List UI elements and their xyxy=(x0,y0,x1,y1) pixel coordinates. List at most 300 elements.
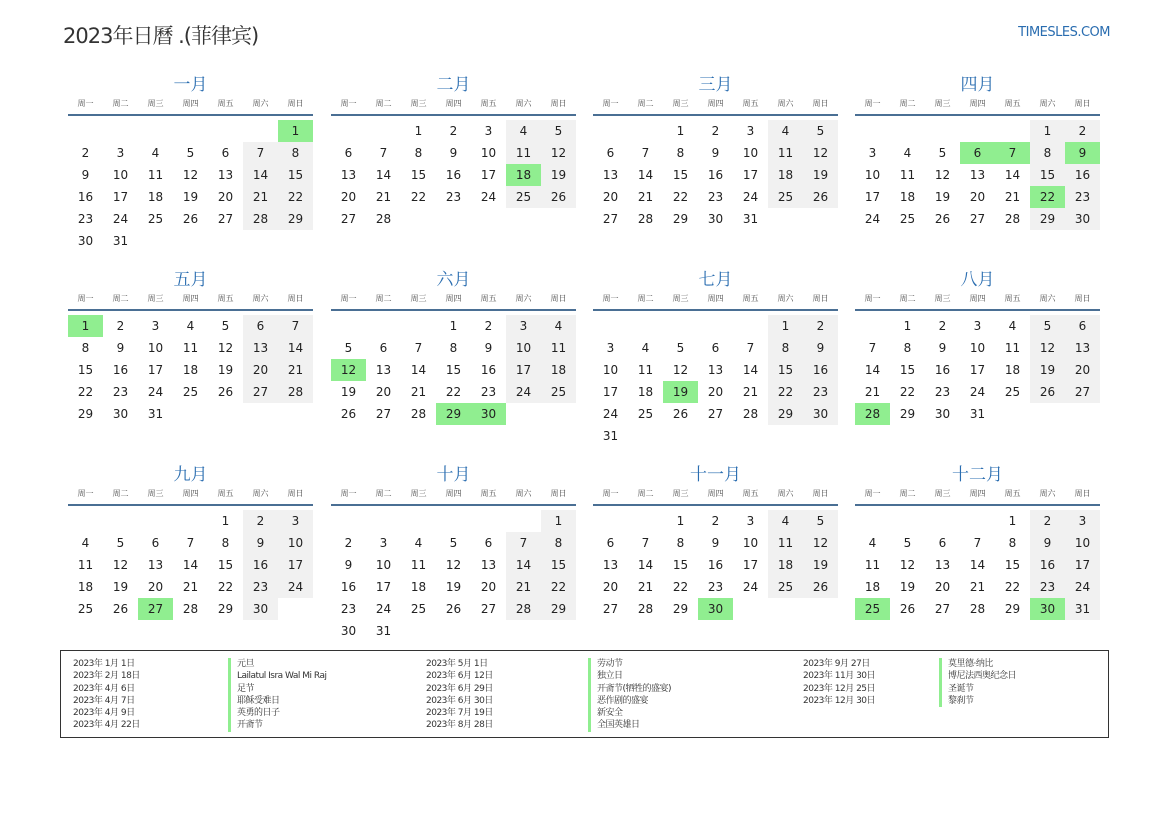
weekday-label: 周三 xyxy=(934,489,951,498)
day-cell: 3 xyxy=(506,315,541,337)
day-grid xyxy=(855,120,1100,230)
month-title: 九月 xyxy=(173,465,208,485)
weekday-label: 周日 xyxy=(812,99,829,108)
day-cell: 2 xyxy=(711,514,720,528)
day-grid xyxy=(68,315,313,425)
month-calendar xyxy=(68,267,313,425)
day-cell: 14 xyxy=(969,558,986,572)
holiday-date: 2023年 5月 1日 xyxy=(426,659,488,669)
day-cell: 2 xyxy=(711,124,720,138)
day-cell: 18 xyxy=(77,580,94,594)
day-cell: 10 xyxy=(602,363,619,377)
day-cell: 10 xyxy=(506,337,541,359)
weekday-header xyxy=(68,488,313,506)
month-calendar xyxy=(68,462,313,620)
day-cell: 10 xyxy=(742,536,759,550)
day-grid xyxy=(855,510,1100,620)
weekday-header xyxy=(855,293,1100,311)
day-cell: 15 xyxy=(899,363,916,377)
day-cell: 6 xyxy=(243,315,278,337)
day-cell: 29 xyxy=(899,407,916,421)
day-cell: 3 xyxy=(484,124,493,138)
day-cell: 14 xyxy=(410,363,427,377)
day-cell: 18 xyxy=(147,190,164,204)
empty-cell xyxy=(925,120,960,142)
weekday-label: 周日 xyxy=(550,294,567,303)
day-cell: 17 xyxy=(742,558,759,572)
day-cell: 1 xyxy=(1008,514,1017,528)
weekday-label: 周二 xyxy=(112,489,129,498)
day-cell: 7 xyxy=(379,146,388,160)
day-cell: 12 xyxy=(541,142,576,164)
day-cell: 23 xyxy=(803,381,838,403)
month-calendar xyxy=(593,267,838,447)
empty-cell xyxy=(855,315,890,337)
weekday-label: 周日 xyxy=(287,294,304,303)
day-cell: 16 xyxy=(480,363,497,377)
day-cell: 2 xyxy=(116,319,125,333)
day-cell: 19 xyxy=(541,164,576,186)
brand-link[interactable]: TIMESLES.COM xyxy=(1018,25,1110,40)
weekday-label: 周一 xyxy=(864,294,881,303)
day-cell: 5 xyxy=(449,536,458,550)
day-cell: 31 xyxy=(1065,598,1100,620)
legend-names-column xyxy=(939,658,1016,707)
day-cell: 24 xyxy=(864,212,881,226)
day-cell: 10 xyxy=(480,146,497,160)
day-cell: 3 xyxy=(973,319,982,333)
day-cell: 4 xyxy=(151,146,160,160)
day-cell: 14 xyxy=(637,168,654,182)
holiday-day-cell: 25 xyxy=(855,598,890,620)
day-cell: 8 xyxy=(449,341,458,355)
day-cell: 4 xyxy=(641,341,650,355)
weekday-label: 周三 xyxy=(410,294,427,303)
holiday-day-cell: 22 xyxy=(1030,186,1065,208)
empty-cell xyxy=(208,120,243,142)
day-cell: 2 xyxy=(344,536,353,550)
weekday-label: 周二 xyxy=(112,99,129,108)
day-cell: 3 xyxy=(746,514,755,528)
day-cell: 18 xyxy=(410,580,427,594)
weekday-label: 周五 xyxy=(1004,489,1021,498)
weekday-label: 周六 xyxy=(515,489,532,498)
day-cell: 30 xyxy=(77,234,94,248)
day-cell: 2 xyxy=(484,319,493,333)
weekday-label: 周四 xyxy=(707,489,724,498)
day-cell: 20 xyxy=(480,580,497,594)
day-cell: 5 xyxy=(116,536,125,550)
weekday-label: 周二 xyxy=(375,489,392,498)
day-cell: 14 xyxy=(506,554,541,576)
day-cell: 11 xyxy=(768,142,803,164)
weekday-label: 周一 xyxy=(77,294,94,303)
day-cell: 29 xyxy=(278,208,313,230)
day-cell: 25 xyxy=(1004,385,1021,399)
day-cell: 10 xyxy=(112,168,129,182)
month-calendar xyxy=(855,72,1100,230)
day-cell: 21 xyxy=(637,190,654,204)
weekday-label: 周日 xyxy=(550,489,567,498)
day-cell: 19 xyxy=(112,580,129,594)
day-cell: 7 xyxy=(641,536,650,550)
weekday-label: 周三 xyxy=(934,294,951,303)
weekday-label: 周二 xyxy=(899,489,916,498)
day-cell: 9 xyxy=(711,536,720,550)
day-cell: 10 xyxy=(375,558,392,572)
holiday-name: 恶作剧的盛宴 xyxy=(588,695,671,707)
day-cell: 28 xyxy=(969,602,986,616)
day-cell: 6 xyxy=(484,536,493,550)
day-cell: 12 xyxy=(803,532,838,554)
holiday-name: 英勇的日子 xyxy=(228,707,326,719)
day-cell: 11 xyxy=(410,558,427,572)
day-cell: 8 xyxy=(1008,536,1017,550)
day-cell: 21 xyxy=(375,190,392,204)
day-cell: 1 xyxy=(449,319,458,333)
day-grid xyxy=(593,315,838,447)
day-cell: 23 xyxy=(243,576,278,598)
weekday-label: 周日 xyxy=(550,99,567,108)
day-cell: 4 xyxy=(868,536,877,550)
day-cell: 23 xyxy=(112,385,129,399)
day-cell: 24 xyxy=(147,385,164,399)
day-cell: 30 xyxy=(243,598,278,620)
day-cell: 11 xyxy=(506,142,541,164)
day-cell: 5 xyxy=(676,341,685,355)
weekday-label: 周一 xyxy=(340,489,357,498)
month-title: 七月 xyxy=(698,270,733,290)
day-cell: 15 xyxy=(541,554,576,576)
day-cell: 22 xyxy=(768,381,803,403)
day-cell: 22 xyxy=(77,385,94,399)
day-cell: 28 xyxy=(637,212,654,226)
day-cell: 21 xyxy=(637,580,654,594)
day-cell: 2 xyxy=(243,510,278,532)
day-cell: 7 xyxy=(506,532,541,554)
month-title: 三月 xyxy=(698,75,733,95)
day-cell: 25 xyxy=(541,381,576,403)
day-cell: 17 xyxy=(278,554,313,576)
day-cell: 15 xyxy=(445,363,462,377)
day-cell: 15 xyxy=(672,558,689,572)
month-calendar xyxy=(68,72,313,252)
day-cell: 6 xyxy=(221,146,230,160)
holiday-date: 2023年 4月 9日 xyxy=(73,708,135,719)
day-cell: 13 xyxy=(707,363,724,377)
day-cell: 15 xyxy=(1030,164,1065,186)
weekday-header xyxy=(68,293,313,311)
month-title: 二月 xyxy=(436,75,471,95)
day-cell: 23 xyxy=(340,602,357,616)
weekday-label: 周一 xyxy=(864,99,881,108)
weekday-label: 周二 xyxy=(637,294,654,303)
day-cell: 19 xyxy=(803,164,838,186)
weekday-label: 周三 xyxy=(410,99,427,108)
day-cell: 23 xyxy=(1065,186,1100,208)
day-cell: 27 xyxy=(707,407,724,421)
day-cell: 16 xyxy=(445,168,462,182)
month-calendar xyxy=(331,267,576,425)
day-cell: 15 xyxy=(768,359,803,381)
holiday-day-cell: 1 xyxy=(278,120,313,142)
day-cell: 9 xyxy=(449,146,458,160)
holiday-day-cell: 19 xyxy=(663,381,698,403)
day-cell: 15 xyxy=(672,168,689,182)
month-calendar xyxy=(855,462,1100,620)
holiday-day-cell: 1 xyxy=(68,315,103,337)
empty-cell xyxy=(663,315,698,337)
holiday-name: 圣诞节 xyxy=(939,683,1016,695)
weekday-label: 周日 xyxy=(1074,489,1091,498)
day-cell: 20 xyxy=(375,385,392,399)
day-cell: 25 xyxy=(637,407,654,421)
holiday-day-cell: 30 xyxy=(698,598,733,620)
day-cell: 17 xyxy=(112,190,129,204)
day-cell: 18 xyxy=(768,554,803,576)
holiday-date: 2023年 6月 30日 xyxy=(426,695,493,706)
weekday-label: 周日 xyxy=(812,489,829,498)
day-cell: 31 xyxy=(112,234,129,248)
weekday-label: 周五 xyxy=(742,99,759,108)
weekday-label: 周一 xyxy=(340,99,357,108)
day-cell: 27 xyxy=(934,602,951,616)
weekday-label: 周三 xyxy=(672,294,689,303)
weekday-label: 周六 xyxy=(777,489,794,498)
month-calendar xyxy=(331,462,576,642)
month-calendar xyxy=(855,267,1100,425)
legend-names-column xyxy=(228,658,326,732)
day-cell: 5 xyxy=(803,120,838,142)
day-cell: 26 xyxy=(182,212,199,226)
empty-cell xyxy=(366,120,401,142)
holiday-day-cell: 30 xyxy=(471,403,506,425)
day-cell: 24 xyxy=(602,407,619,421)
day-cell: 27 xyxy=(243,381,278,403)
weekday-label: 周二 xyxy=(375,294,392,303)
legend-names-column xyxy=(588,658,671,732)
day-cell: 23 xyxy=(480,385,497,399)
holiday-day-cell: 7 xyxy=(995,142,1030,164)
empty-cell xyxy=(855,510,890,532)
day-cell: 25 xyxy=(147,212,164,226)
holiday-name: 黎刹节 xyxy=(939,695,1016,707)
day-cell: 22 xyxy=(445,385,462,399)
day-cell: 19 xyxy=(182,190,199,204)
empty-cell xyxy=(628,120,663,142)
day-cell: 17 xyxy=(969,363,986,377)
day-cell: 6 xyxy=(606,146,615,160)
day-cell: 17 xyxy=(602,385,619,399)
day-cell: 9 xyxy=(484,341,493,355)
weekday-label: 周四 xyxy=(969,99,986,108)
day-cell: 28 xyxy=(375,212,392,226)
day-cell: 7 xyxy=(641,146,650,160)
day-cell: 1 xyxy=(221,514,230,528)
day-cell: 14 xyxy=(637,558,654,572)
day-cell: 13 xyxy=(243,337,278,359)
day-cell: 19 xyxy=(340,385,357,399)
day-cell: 17 xyxy=(147,363,164,377)
weekday-label: 周六 xyxy=(515,294,532,303)
day-cell: 20 xyxy=(602,580,619,594)
day-cell: 30 xyxy=(1065,208,1100,230)
weekday-label: 周五 xyxy=(480,99,497,108)
day-cell: 6 xyxy=(711,341,720,355)
day-cell: 14 xyxy=(742,363,759,377)
month-title: 十一月 xyxy=(690,465,741,485)
day-cell: 21 xyxy=(506,576,541,598)
weekday-label: 周五 xyxy=(480,294,497,303)
day-grid xyxy=(68,120,313,252)
weekday-label: 周三 xyxy=(672,489,689,498)
weekday-label: 周六 xyxy=(1039,294,1056,303)
day-cell: 27 xyxy=(602,602,619,616)
day-cell: 26 xyxy=(541,186,576,208)
day-cell: 16 xyxy=(340,580,357,594)
weekday-label: 周五 xyxy=(742,489,759,498)
day-cell: 26 xyxy=(445,602,462,616)
holiday-date: 2023年 4月 7日 xyxy=(73,695,135,706)
day-cell: 2 xyxy=(449,124,458,138)
holiday-legend xyxy=(60,650,1109,738)
day-cell: 4 xyxy=(903,146,912,160)
day-cell: 17 xyxy=(864,190,881,204)
day-cell: 16 xyxy=(1030,554,1065,576)
day-cell: 27 xyxy=(480,602,497,616)
day-cell: 8 xyxy=(676,536,685,550)
weekday-label: 周二 xyxy=(112,294,129,303)
day-cell: 18 xyxy=(182,363,199,377)
day-cell: 21 xyxy=(864,385,881,399)
holiday-name: 耶稣受难日 xyxy=(228,695,326,707)
empty-cell xyxy=(890,510,925,532)
day-cell: 28 xyxy=(506,598,541,620)
day-cell: 1 xyxy=(676,514,685,528)
holiday-day-cell: 6 xyxy=(960,142,995,164)
weekday-label: 周五 xyxy=(480,489,497,498)
empty-cell xyxy=(103,510,138,532)
day-cell: 27 xyxy=(969,212,986,226)
day-cell: 30 xyxy=(934,407,951,421)
weekday-header xyxy=(68,98,313,116)
empty-cell xyxy=(471,510,506,532)
day-cell: 11 xyxy=(864,558,881,572)
day-cell: 10 xyxy=(1065,532,1100,554)
day-cell: 20 xyxy=(147,580,164,594)
day-cell: 15 xyxy=(278,164,313,186)
empty-cell xyxy=(173,120,208,142)
day-cell: 8 xyxy=(221,536,230,550)
day-cell: 3 xyxy=(116,146,125,160)
day-cell: 9 xyxy=(1030,532,1065,554)
legend-dates-column xyxy=(73,658,140,732)
weekday-label: 周二 xyxy=(899,294,916,303)
day-cell: 31 xyxy=(602,429,619,443)
day-cell: 20 xyxy=(969,190,986,204)
weekday-label: 周日 xyxy=(287,489,304,498)
day-cell: 7 xyxy=(973,536,982,550)
empty-cell xyxy=(243,120,278,142)
empty-cell xyxy=(995,120,1030,142)
day-cell: 21 xyxy=(278,359,313,381)
day-cell: 5 xyxy=(186,146,195,160)
day-cell: 11 xyxy=(541,337,576,359)
day-cell: 29 xyxy=(1030,208,1065,230)
day-cell: 9 xyxy=(711,146,720,160)
weekday-label: 周三 xyxy=(147,294,164,303)
weekday-header xyxy=(855,98,1100,116)
weekday-label: 周二 xyxy=(375,99,392,108)
day-cell: 12 xyxy=(182,168,199,182)
day-cell: 4 xyxy=(414,536,423,550)
day-cell: 19 xyxy=(217,363,234,377)
day-cell: 19 xyxy=(803,554,838,576)
day-cell: 5 xyxy=(1030,315,1065,337)
day-grid xyxy=(331,510,576,642)
day-cell: 22 xyxy=(672,580,689,594)
weekday-label: 周五 xyxy=(742,294,759,303)
day-cell: 8 xyxy=(903,341,912,355)
day-cell: 23 xyxy=(707,190,724,204)
holiday-day-cell: 12 xyxy=(331,359,366,381)
weekday-label: 周五 xyxy=(1004,294,1021,303)
day-cell: 13 xyxy=(147,558,164,572)
weekday-label: 周四 xyxy=(182,489,199,498)
day-cell: 20 xyxy=(217,190,234,204)
day-cell: 26 xyxy=(672,407,689,421)
weekday-label: 周三 xyxy=(147,99,164,108)
day-cell: 7 xyxy=(868,341,877,355)
day-cell: 15 xyxy=(1004,558,1021,572)
weekday-label: 周二 xyxy=(637,489,654,498)
day-cell: 17 xyxy=(375,580,392,594)
day-cell: 6 xyxy=(151,536,160,550)
day-cell: 10 xyxy=(147,341,164,355)
holiday-name: 足节 xyxy=(228,683,326,695)
day-cell: 12 xyxy=(934,168,951,182)
month-title: 十月 xyxy=(436,465,471,485)
weekday-label: 周四 xyxy=(445,489,462,498)
day-cell: 17 xyxy=(506,359,541,381)
weekday-header xyxy=(331,488,576,506)
day-cell: 11 xyxy=(637,363,654,377)
day-cell: 13 xyxy=(969,168,986,182)
weekday-label: 周日 xyxy=(812,294,829,303)
day-cell: 31 xyxy=(147,407,164,421)
empty-cell xyxy=(366,510,401,532)
day-cell: 30 xyxy=(340,624,357,638)
day-cell: 27 xyxy=(340,212,357,226)
day-cell: 7 xyxy=(414,341,423,355)
day-cell: 24 xyxy=(278,576,313,598)
weekday-label: 周一 xyxy=(602,489,619,498)
day-cell: 16 xyxy=(77,190,94,204)
day-cell: 20 xyxy=(243,359,278,381)
day-cell: 25 xyxy=(899,212,916,226)
day-cell: 11 xyxy=(768,532,803,554)
day-cell: 16 xyxy=(707,168,724,182)
day-grid xyxy=(855,315,1100,425)
day-cell: 28 xyxy=(243,208,278,230)
day-cell: 14 xyxy=(864,363,881,377)
holiday-day-cell: 29 xyxy=(436,403,471,425)
month-calendar xyxy=(593,462,838,620)
empty-cell xyxy=(925,510,960,532)
weekday-label: 周五 xyxy=(217,99,234,108)
day-cell: 14 xyxy=(243,164,278,186)
holiday-name: 博尼法西奥纪念日 xyxy=(939,670,1016,682)
